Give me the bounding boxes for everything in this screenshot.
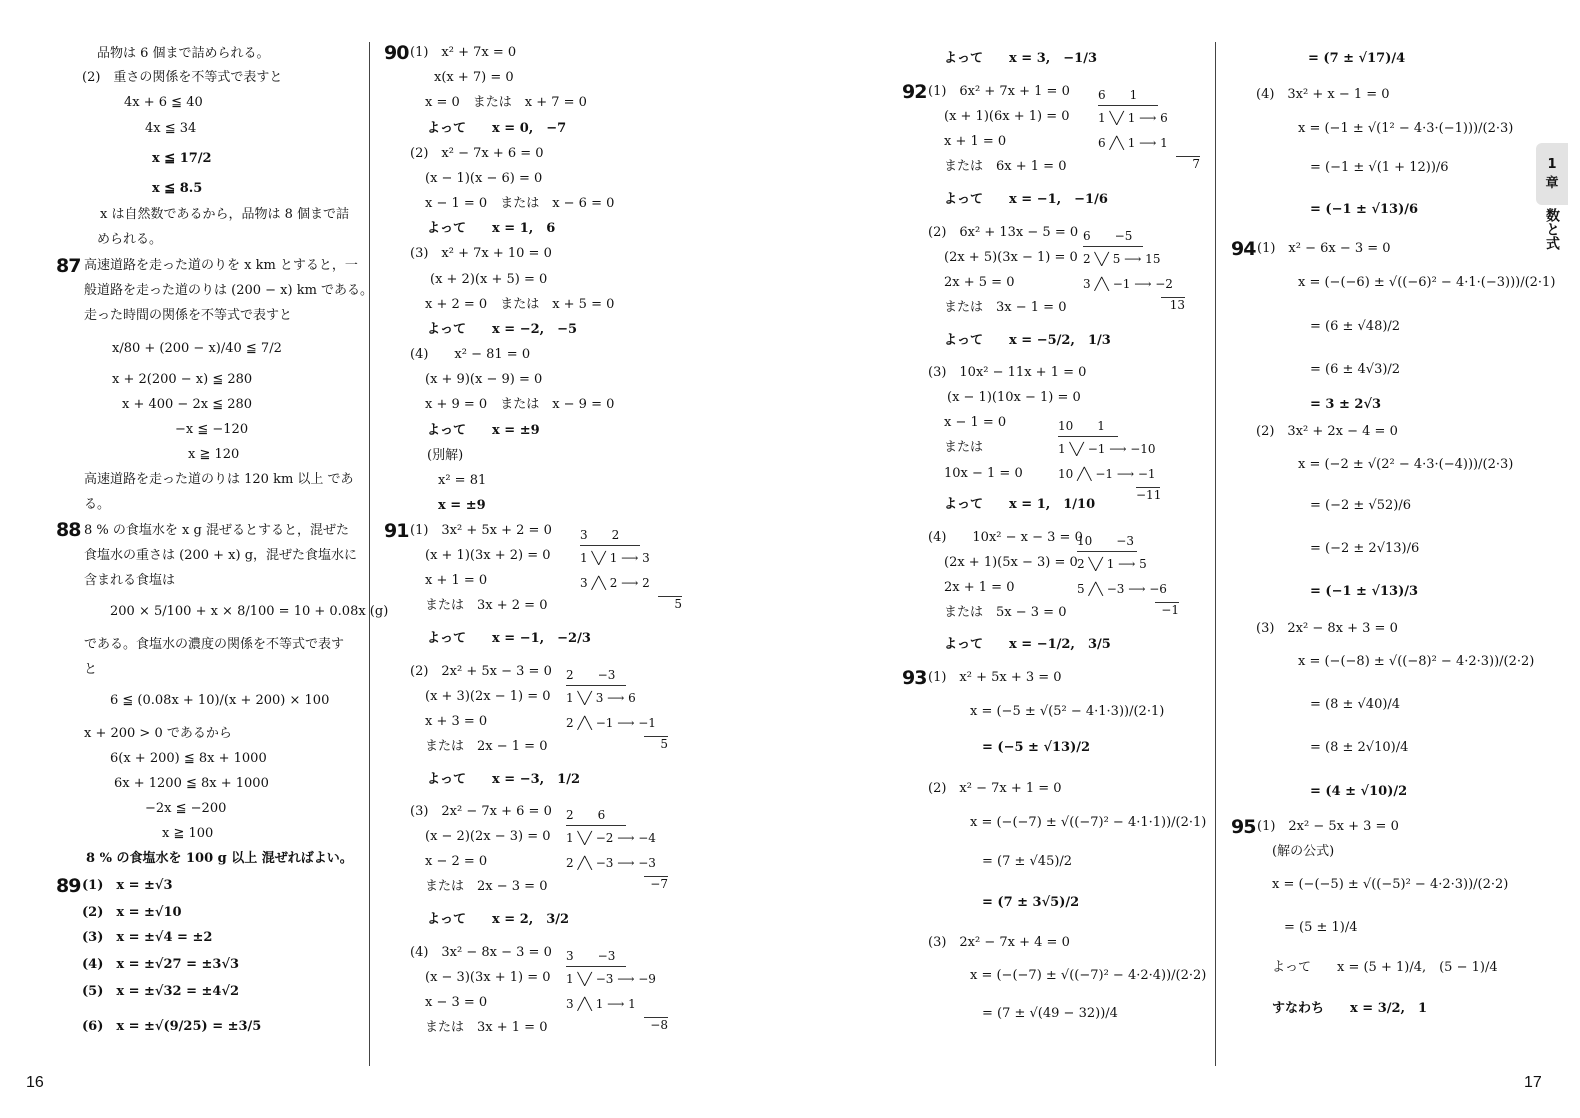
col3-line: = (7 ± 3√5)/2 xyxy=(982,895,1080,910)
col1-line: 200 × 5/100 + x × 8/100 = 10 + 0.08x (g) xyxy=(110,604,389,619)
col2-line: または 2x − 1 = 0 xyxy=(425,739,548,754)
cross-diagram-row: 10 ╱╲ −1 ⟶ −1 xyxy=(1058,467,1156,481)
col3-line: よって x = −1, −1/6 xyxy=(944,192,1108,207)
col1-problem-number: 87 xyxy=(56,255,81,277)
col4-line: = (5 ± 1)/4 xyxy=(1284,920,1358,935)
cross-diagram-row: 2 ╲╱ 5 ⟶ 15 xyxy=(1083,252,1161,266)
page-number-right: 17 xyxy=(1524,1074,1542,1091)
col3-line: = (−5 ± √13)/2 xyxy=(982,740,1091,755)
col4-line: = (8 ± 2√10)/4 xyxy=(1310,740,1409,755)
col2-line: よって x = 1, 6 xyxy=(427,221,556,236)
cross-diagram-top: 2 6 xyxy=(566,806,626,826)
cross-diagram-top: 10 1 xyxy=(1058,417,1118,437)
col1-line: 8 % の食塩水を x g 混ぜるとすると，混ぜた xyxy=(84,523,349,538)
col2-line: よって x = 2, 3/2 xyxy=(427,912,570,927)
page-number-left: 16 xyxy=(26,1074,44,1091)
cross-diagram xyxy=(566,947,668,1032)
col4-line: (3) 2x² − 8x + 3 = 0 xyxy=(1256,621,1398,636)
col3-line: x − 1 = 0 xyxy=(944,415,1007,430)
cross-diagram-row: 1 ╲╱ −1 ⟶ −10 xyxy=(1058,442,1156,456)
col3-line: (2) 6x² + 13x − 5 = 0 xyxy=(928,225,1079,240)
col3-problem-number: 92 xyxy=(902,81,927,103)
cross-diagram-sum: −1 xyxy=(1155,602,1179,617)
col2-line: x + 1 = 0 xyxy=(425,573,488,588)
cross-diagram xyxy=(1058,417,1160,502)
column-divider-left xyxy=(369,42,370,1066)
col4-line: = (−1 ± √13)/3 xyxy=(1310,584,1419,599)
col2-line: (別解) xyxy=(427,448,464,463)
col3-line: 10x − 1 = 0 xyxy=(944,466,1023,481)
col4-line: よって x = (5 + 1)/4, (5 − 1)/4 xyxy=(1272,960,1498,975)
column-divider-right xyxy=(1215,42,1216,1066)
col1-line: められる。 xyxy=(97,232,163,247)
col2-line: x − 1 = 0 または x − 6 = 0 xyxy=(425,196,615,211)
col4-line: = (−2 ± √52)/6 xyxy=(1310,498,1411,513)
col1-line: 4x ≦ 34 xyxy=(145,121,197,136)
col3-line: よって x = −1/2, 3/5 xyxy=(944,637,1111,652)
chapter-kanji: 章 xyxy=(1545,176,1559,191)
col2-line: x² = 81 xyxy=(438,473,487,488)
col1-line: 6 ≦ (0.08x + 10)/(x + 200) × 100 xyxy=(110,693,330,708)
col4-line: (1) x² − 6x − 3 = 0 xyxy=(1257,241,1391,256)
col1-problem-number: 88 xyxy=(56,519,81,541)
col1-line: 品物は 6 個まで詰められる。 xyxy=(97,46,270,61)
col3-line: (3) 10x² − 11x + 1 = 0 xyxy=(928,365,1087,380)
col2-line: x(x + 7) = 0 xyxy=(434,70,514,85)
col2-line: (2) x² − 7x + 6 = 0 xyxy=(410,146,544,161)
cross-diagram-row: 2 ╱╲ −3 ⟶ −3 xyxy=(566,856,656,870)
col1-line: 6(x + 200) ≦ 8x + 1000 xyxy=(110,751,267,766)
cross-diagram-row: 1 ╲╱ 3 ⟶ 6 xyxy=(566,691,636,705)
col2-problem-number: 91 xyxy=(384,520,409,542)
col2-line: x − 3 = 0 xyxy=(425,995,488,1010)
col4-line: = (4 ± √10)/2 xyxy=(1310,784,1408,799)
col4-line: (2) 3x² + 2x − 4 = 0 xyxy=(1256,424,1398,439)
cross-diagram-row: 6 ╱╲ 1 ⟶ 1 xyxy=(1098,136,1168,150)
col1-line: 4x + 6 ≦ 40 xyxy=(124,95,203,110)
col2-line: よって x = −2, −5 xyxy=(427,322,578,337)
col1-line: x は自然数であるから，品物は 8 個まで詰 xyxy=(100,207,349,222)
cross-diagram xyxy=(566,666,668,751)
col1-line: (2) 重さの関係を不等式で表すと xyxy=(82,70,283,85)
cross-diagram-top: 2 −3 xyxy=(566,666,626,686)
col2-line: (x − 3)(3x + 1) = 0 xyxy=(425,970,551,985)
col2-line: x − 2 = 0 xyxy=(425,854,488,869)
cross-diagram-top: 3 2 xyxy=(580,526,640,546)
col2-line: (1) x² + 7x = 0 xyxy=(410,45,517,60)
col1-line: (1) x = ±√3 xyxy=(82,878,173,893)
col3-line: x = (−(−7) ± √((−7)² − 4·1·1))/(2·1) xyxy=(970,815,1207,830)
col1-line: x ≦ 8.5 xyxy=(152,181,203,196)
col2-line: (4) 3x² − 8x − 3 = 0 xyxy=(410,945,552,960)
col1-line: 食塩水の重さは (200 + x) g，混ぜた食塩水に xyxy=(84,548,358,563)
col1-line: (4) x = ±√27 = ±3√3 xyxy=(82,957,240,972)
cross-diagram-top: 10 −3 xyxy=(1077,532,1137,552)
col2-line: (x + 9)(x − 9) = 0 xyxy=(425,372,543,387)
col4-line: = (6 ± 4√3)/2 xyxy=(1310,362,1401,377)
cross-diagram-row: 2 ╱╲ −1 ⟶ −1 xyxy=(566,716,656,730)
col3-line: よって x = 3, −1/3 xyxy=(944,51,1097,66)
col2-line: x = 0 または x + 7 = 0 xyxy=(425,95,587,110)
cross-diagram-sum: −11 xyxy=(1136,488,1162,502)
col3-line: または 5x − 3 = 0 xyxy=(944,605,1067,620)
col4-line: x = (−(−8) ± √((−8)² − 4·2·3))/(2·2) xyxy=(1298,654,1535,669)
col1-line: 高速道路を走った道のりを x km とすると，一 xyxy=(84,258,358,273)
cross-diagram-sum: 7 xyxy=(1176,156,1200,171)
col3-line: (2x + 1)(5x − 3) = 0 xyxy=(944,555,1078,570)
cross-diagram-row: 1 ╲╱ 1 ⟶ 6 xyxy=(1098,111,1168,125)
col4-line: = (−1 ± √(1 + 12))/6 xyxy=(1310,160,1449,175)
col2-line: よって x = −3, 1/2 xyxy=(427,772,580,787)
cross-diagram-sum: 5 xyxy=(658,596,682,611)
col2-line: x + 9 = 0 または x − 9 = 0 xyxy=(425,397,615,412)
col4-line: すなわち x = 3/2, 1 xyxy=(1272,1001,1428,1016)
col1-line: る。 xyxy=(84,497,111,512)
col1-line: x ≧ 100 xyxy=(162,826,214,841)
cross-diagram-sum: −8 xyxy=(644,1017,668,1032)
col1-line: 般道路を走った道のりは (200 − x) km である。 xyxy=(84,283,374,298)
col2-line: または 2x − 3 = 0 xyxy=(425,879,548,894)
col2-line: x + 2 = 0 または x + 5 = 0 xyxy=(425,297,615,312)
col4-line: = (−1 ± √13)/6 xyxy=(1310,202,1419,217)
cross-diagram-top: 3 −3 xyxy=(566,947,626,967)
chapter-number: 1 xyxy=(1547,157,1557,172)
col4-line: x = (−1 ± √(1² − 4·3·(−1)))/(2·3) xyxy=(1298,121,1514,136)
chapter-title: 数と式 xyxy=(1544,208,1560,250)
col3-line: x + 1 = 0 xyxy=(944,134,1007,149)
cross-diagram-row: 1 ╲╱ −3 ⟶ −9 xyxy=(566,972,656,986)
col4-line: = (7 ± √17)/4 xyxy=(1308,51,1406,66)
col2-line: または 3x + 2 = 0 xyxy=(425,598,548,613)
col2-line: (4) x² − 81 = 0 xyxy=(410,347,531,362)
col4-line: x = (−(−5) ± √((−5)² − 4·2·3))/(2·2) xyxy=(1272,877,1509,892)
col1-line: 高速道路を走った道のりは 120 km 以上 であ xyxy=(84,472,354,487)
col3-line: (2x + 5)(3x − 1) = 0 xyxy=(944,250,1078,265)
col1-line: x + 400 − 2x ≦ 280 xyxy=(122,397,253,412)
col1-line: 含まれる食塩は xyxy=(84,573,176,588)
col4-line: = (−2 ± 2√13)/6 xyxy=(1310,541,1420,556)
col4-line: (解の公式) xyxy=(1272,844,1335,859)
cross-diagram xyxy=(1098,86,1200,171)
col1-line: 走った時間の関係を不等式で表すと xyxy=(84,308,293,323)
cross-diagram xyxy=(580,526,682,611)
col2-line: (3) 2x² − 7x + 6 = 0 xyxy=(410,804,552,819)
col2-line: または 3x + 1 = 0 xyxy=(425,1020,548,1035)
col3-line: (x − 1)(10x − 1) = 0 xyxy=(947,390,1081,405)
cross-diagram-row: 3 ╱╲ 1 ⟶ 1 xyxy=(566,997,636,1011)
col4-line: = (6 ± √48)/2 xyxy=(1310,319,1401,334)
col1-line: 6x + 1200 ≦ 8x + 1000 xyxy=(114,776,269,791)
col3-line: x = (−5 ± √(5² − 4·1·3))/(2·1) xyxy=(970,704,1165,719)
col4-line: = 3 ± 2√3 xyxy=(1310,397,1382,412)
col1-line: −x ≦ −120 xyxy=(175,422,249,437)
cross-diagram-row: 1 ╲╱ 1 ⟶ 3 xyxy=(580,551,650,565)
col3-line: (x + 1)(6x + 1) = 0 xyxy=(944,109,1070,124)
col1-line: x ≦ 17/2 xyxy=(152,151,212,166)
col3-line: (4) 10x² − x − 3 = 0 xyxy=(928,530,1083,545)
col3-line: = (7 ± √45)/2 xyxy=(982,854,1073,869)
col3-line: x = (−(−7) ± √((−7)² − 4·2·4))/(2·2) xyxy=(970,968,1207,983)
col1-line: (2) x = ±√10 xyxy=(82,905,182,920)
col4-line: = (8 ± √40)/4 xyxy=(1310,697,1401,712)
col3-line: または 3x − 1 = 0 xyxy=(944,300,1067,315)
col1-line: (6) x = ±√(9/25) = ±3/5 xyxy=(82,1019,262,1034)
cross-diagram xyxy=(1083,227,1185,312)
cross-diagram xyxy=(1077,532,1179,617)
col2-line: (x + 2)(x + 5) = 0 xyxy=(430,272,548,287)
col1-line: である。食塩水の濃度の関係を不等式で表す xyxy=(84,637,345,652)
cross-diagram-row: 5 ╱╲ −3 ⟶ −6 xyxy=(1077,582,1167,596)
col3-line: 2x + 1 = 0 xyxy=(944,580,1015,595)
col3-line: (1) 6x² + 7x + 1 = 0 xyxy=(928,84,1070,99)
chapter-tab xyxy=(1536,143,1568,205)
col2-line: よって x = −1, −2/3 xyxy=(427,631,591,646)
col2-line: x + 3 = 0 xyxy=(425,714,488,729)
col2-line: (1) 3x² + 5x + 2 = 0 xyxy=(410,523,552,538)
col2-line: (x + 3)(2x − 1) = 0 xyxy=(425,689,551,704)
cross-diagram-row: 1 ╲╱ −2 ⟶ −4 xyxy=(566,831,656,845)
cross-diagram xyxy=(566,806,668,891)
col3-line: (2) x² − 7x + 1 = 0 xyxy=(928,781,1062,796)
col1-line: x + 2(200 − x) ≦ 280 xyxy=(112,372,253,387)
col2-line: (x − 1)(x − 6) = 0 xyxy=(425,171,543,186)
col1-line: (3) x = ±√4 = ±2 xyxy=(82,930,213,945)
col3-line: よって x = −5/2, 1/3 xyxy=(944,333,1111,348)
col2-line: よって x = 0, −7 xyxy=(427,121,567,136)
col3-line: (1) x² + 5x + 3 = 0 xyxy=(928,670,1062,685)
col1-line: 8 % の食塩水を 100 g 以上 混ぜればよい。 xyxy=(86,851,353,866)
cross-diagram-top: 6 −5 xyxy=(1083,227,1143,247)
col2-line: (2) 2x² + 5x − 3 = 0 xyxy=(410,664,552,679)
col4-line: x = (−(−6) ± √((−6)² − 4·1·(−3)))/(2·1) xyxy=(1298,275,1556,290)
cross-diagram-sum: 13 xyxy=(1161,297,1185,312)
col2-line: x = ±9 xyxy=(438,498,486,513)
col3-line: = (7 ± √(49 − 32))/4 xyxy=(982,1006,1118,1021)
cross-diagram-row: 3 ╱╲ 2 ⟶ 2 xyxy=(580,576,650,590)
col4-problem-number: 94 xyxy=(1231,238,1256,260)
col3-line: (3) 2x² − 7x + 4 = 0 xyxy=(928,935,1070,950)
col4-line: (4) 3x² + x − 1 = 0 xyxy=(1256,87,1390,102)
cross-diagram-sum: 5 xyxy=(644,736,668,751)
col1-line: −2x ≦ −200 xyxy=(145,801,227,816)
col1-line: (5) x = ±√32 = ±4√2 xyxy=(82,984,240,999)
col3-line: または 6x + 1 = 0 xyxy=(944,159,1067,174)
col1-line: x/80 + (200 − x)/40 ≦ 7/2 xyxy=(112,341,282,356)
col3-line: または xyxy=(944,440,984,455)
col2-line: よって x = ±9 xyxy=(427,423,540,438)
col1-line: と xyxy=(84,662,98,677)
cross-diagram-row: 3 ╱╲ −1 ⟶ −2 xyxy=(1083,277,1173,291)
col1-problem-number: 89 xyxy=(56,875,81,897)
col2-line: (3) x² + 7x + 10 = 0 xyxy=(410,246,552,261)
cross-diagram-top: 6 1 xyxy=(1098,86,1158,106)
col2-problem-number: 90 xyxy=(384,42,409,64)
cross-diagram-row: 2 ╲╱ 1 ⟶ 5 xyxy=(1077,557,1147,571)
col3-problem-number: 93 xyxy=(902,667,927,689)
col4-line: (1) 2x² − 5x + 3 = 0 xyxy=(1257,819,1399,834)
col1-line: x ≧ 120 xyxy=(188,447,240,462)
col4-problem-number: 95 xyxy=(1231,816,1256,838)
col1-line: x + 200 > 0 であるから xyxy=(84,726,232,741)
col4-line: x = (−2 ± √(2² − 4·3·(−4)))/(2·3) xyxy=(1298,457,1514,472)
col3-line: 2x + 5 = 0 xyxy=(944,275,1015,290)
col2-line: (x + 1)(3x + 2) = 0 xyxy=(425,548,551,563)
cross-diagram-sum: −7 xyxy=(644,876,668,891)
col3-line: よって x = 1, 1/10 xyxy=(944,497,1096,512)
col2-line: (x − 2)(2x − 3) = 0 xyxy=(425,829,551,844)
